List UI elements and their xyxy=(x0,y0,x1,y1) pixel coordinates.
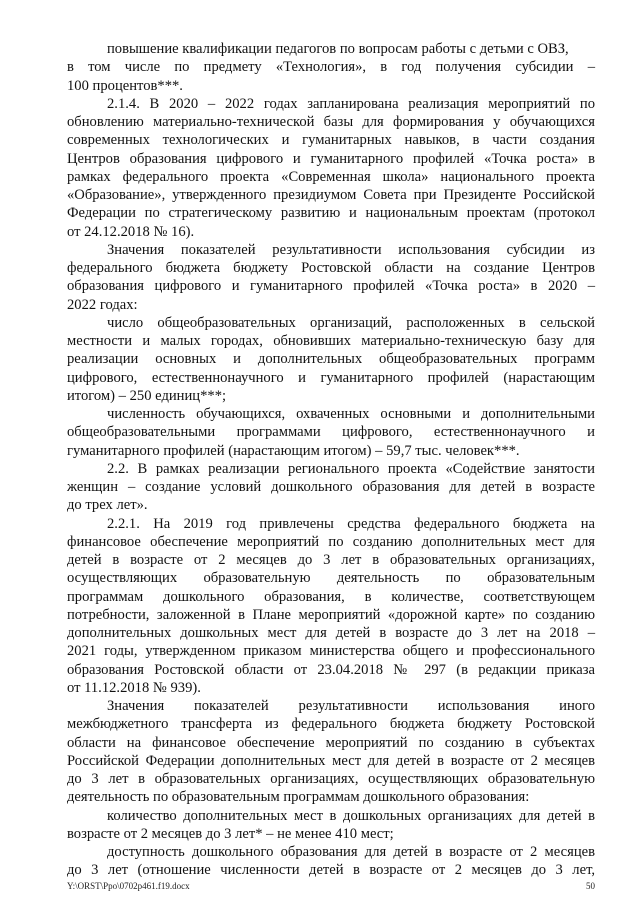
text-line: численность обучающихся, охваченных основными и дополнительными xyxy=(107,406,595,422)
text-line: до 3 лет в образовательных организациях, осуществляющих образовательную xyxy=(67,771,595,787)
text-line: итогом) – 250 единиц***; xyxy=(67,387,227,404)
text-line: деятельность по образовательным программам дошкольного образования: xyxy=(67,789,530,806)
text-line: 2021 годы, утвержденном приказом министерства общего и профессионального xyxy=(67,643,595,660)
text-line: рамках федерального проекта «Современная школа» национального проекта xyxy=(67,168,595,185)
footer-file-path: Y:\ORST\Ppo\0702p461.f19.docx xyxy=(67,881,190,891)
text-line: современных технологических и гуманитарных навыков, в части создания xyxy=(67,132,595,149)
text-line: обновлению материально-технической базы для формирования у обучающихся xyxy=(67,114,595,130)
text-line: до трех лет». xyxy=(67,497,148,514)
page-footer xyxy=(67,880,595,892)
text-line: детей в возрасте от 2 месяцев до 3 лет в образовательных организациях, xyxy=(67,552,595,568)
text-line: Значения показателей результативности использования субсидии из xyxy=(107,241,595,258)
text-line: общеобразовательными программами цифрового, естественнонаучного и xyxy=(67,424,595,441)
text-line: Центров образования цифрового и гуманитарного профилей «Точка роста» в xyxy=(67,150,595,167)
text-line: повышение квалификации педагогов по вопросам работы с детьми с ОВЗ, xyxy=(107,41,569,57)
text-line: реализации основных и дополнительных общеобразовательных программ xyxy=(67,351,595,368)
text-line: количество дополнительных мест в дошкольных организациях для детей в xyxy=(107,807,595,824)
text-line: федерального бюджета бюджету Ростовской области на создание Центров xyxy=(67,260,595,276)
text-line: женщин – создание условий дошкольного образования для детей в возрасте xyxy=(67,479,595,495)
text-line: Федерации по стратегическому развитию и национальным проектам (протокол xyxy=(67,205,595,222)
text-line: 2.2.1. На 2019 год привлечены средства федерального бюджета на xyxy=(107,515,595,532)
text-line: области на финансовое обеспечение мероприятий по созданию в субъектах xyxy=(67,734,595,751)
text-line: 2.1.4. В 2020 – 2022 годах запланирована реализация мероприятий по xyxy=(107,95,595,112)
footer-page-number: 50 xyxy=(586,881,595,891)
text-line: «Образование», утвержденного президиумом Совета при Президенте Российской xyxy=(67,187,595,203)
text-line: образования Ростовской области от 23.04.2018 № 297 (в редакции приказа xyxy=(67,661,595,678)
text-line: программам дошкольного образования, в количестве, соответствующем xyxy=(67,588,595,605)
text-line: образования цифрового и гуманитарного профилей «Точка роста» в 2020 – xyxy=(67,278,595,295)
text-line: от 11.12.2018 № 939). xyxy=(67,679,201,696)
text-line: Российской Федерации дополнительных мест для детей в возрасте от 2 месяцев xyxy=(67,752,595,769)
text-line: цифрового, естественнонаучного и гуманитарного профилей (нарастающим xyxy=(67,369,595,386)
text-line: гуманитарного профилей (нарастающим итогом) – 59,7 тыс. человек***. xyxy=(67,442,520,459)
text-line: межбюджетного трансферта из федерального бюджета бюджету Ростовской xyxy=(67,716,595,733)
text-line: 100 процентов***. xyxy=(67,77,183,94)
text-line: до 3 лет (отношение численности детей в возрасте от 2 месяцев до 3 лет, xyxy=(67,862,595,879)
text-line: доступность дошкольного образования для детей в возрасте от 2 месяцев xyxy=(107,844,595,860)
text-line: от 24.12.2018 № 16). xyxy=(67,223,195,240)
text-line: число общеобразовательных организаций, расположенных в сельской xyxy=(107,314,595,331)
text-line: дополнительных дошкольных мест для детей в возрасте до 3 лет на 2018 – xyxy=(67,625,595,641)
text-line: 2022 годах: xyxy=(67,296,138,313)
text-line: возрасте от 2 месяцев до 3 лет* – не менее 410 мест; xyxy=(67,825,394,842)
text-line: потребности, заложенной в Плане мероприятий «дорожной карте» по созданию xyxy=(67,606,595,623)
text-line: финансовое обеспечение мероприятий по созданию дополнительных мест для xyxy=(67,533,595,550)
text-line: в том числе по предмету «Технология», в год получения субсидии – xyxy=(67,59,595,76)
text-line: 2.2. В рамках реализации регионального проекта «Содействие занятости xyxy=(107,460,595,477)
document-body xyxy=(67,40,595,880)
text-line: Значения показателей результативности использования иного xyxy=(107,698,595,714)
text-line: местности и малых городах, обновивших материально-техническую базу для xyxy=(67,333,595,349)
text-line: осуществляющих образовательную деятельность по образовательным xyxy=(67,570,595,587)
